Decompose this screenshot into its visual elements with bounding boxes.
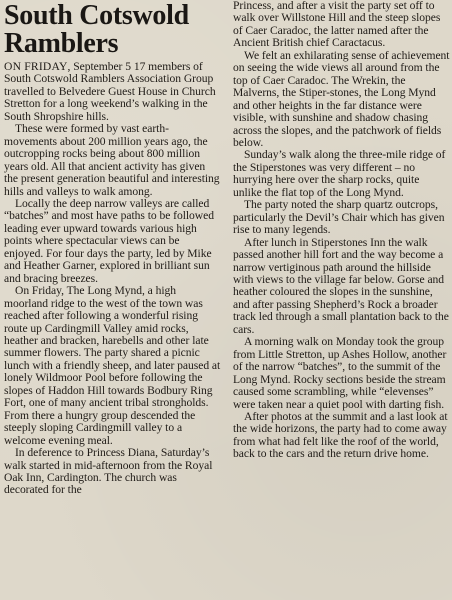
paragraph-intro-lead: ON FRIDAY xyxy=(4,60,68,73)
paragraph-saturday: In deference to Princess Diana, Saturday’s walk started in mid-afternoon from the Royal Oak Inn, Cardington. The church was decorated for the xyxy=(4,446,213,497)
headline-line-1: South Cotswold xyxy=(4,0,189,31)
paragraph-batches: Locally the deep narrow valleys are called “batches” and most have paths to be followed leading ever upward towards various high points where spectacular views can be enjoyed. For four days the party, led by Mike and Heather Garner, explored in brilliant sun and bracing breezes. xyxy=(4,196,214,285)
paragraph-intro xyxy=(4,61,221,123)
paragraph-geology: These were formed by vast earth-movements about 200 million years ago, the outcropping rocks being about 800 million years old. All that ancient activity has given the present generation beautiful and interesting hills and valleys to walk among. xyxy=(4,122,220,198)
paragraph-saturday-cont: Princess, and after a visit the party set off to walk over Willstone Hill and the steep slopes of Caer Caradoc, the latter named after the Ancient British chief Caractacus. xyxy=(233,0,441,50)
paragraph-intro-rest: , September 5 17 members of South Cotswold Ramblers Association Group travelled to Belvedere Guest House in Church Stretton for a long weekend’s walking in the South Shropshire hills. xyxy=(4,60,216,123)
paragraph-views: We felt an exhilarating sense of achievement on seeing the wide views all around from the top of Caer Caradoc. The Wrekin, the Malverns, the Stiper-stones, the Long Mynd and other heights in the far distance were visible, with sunshine and shadow chasing across the slopes, and the patchwork of fields below. xyxy=(233,48,450,149)
paragraph-lunch: After lunch in Stiperstones Inn the walk passed another hill fort and the way become a narrow vertiginous path around the hillside with views to the village far below. Gorse and heather coloured the slopes in the sunshine, and after passing Shepherd’s Rock a broader track led through a small plantation back to the cars. xyxy=(233,235,449,336)
paragraph-friday: On Friday, The Long Mynd, a high moorland ridge to the west of the town was reached after following a wonderful rising route up Cardingmill Valley amid rocks, heather and bracken, harebells and other late summer flowers. The party shared a picnic lunch with a friendly sheep, and later paused at lonely Wildmoor Pool before following the slopes of Haddon Hill towards Bodbury Ring Fort, one of many ancient tribal strongholds. From there a hungry group descended the steeply sloping Cardingmill valley to a welcome evening meal. xyxy=(4,284,221,447)
article-headline xyxy=(4,2,221,58)
headline-line-2: Ramblers xyxy=(4,28,119,59)
paragraph-quartz: The party noted the sharp quartz outcrops, particularly the Devil’s Chair which has given rise to many legends. xyxy=(233,198,445,237)
paragraph-monday: A morning walk on Monday took the group from Little Stretton, up Ashes Hollow, another of the narrow “batches”, to the summit of the Long Mynd. Rocky sections beside the stream caused some scrambling, while “elevenses” were taken near a quiet pool with darting fish. xyxy=(233,335,447,411)
newspaper-clipping xyxy=(4,0,450,600)
article-column-left xyxy=(4,0,221,600)
paragraph-summit: After photos at the summit and a last look at the wide horizons, the party had to come away from what had felt like the roof of the world, back to the cars and the return drive home. xyxy=(233,409,448,461)
article-column-right xyxy=(233,0,450,600)
paragraph-sunday: Sunday’s walk along the three-mile ridge of the Stiperstones was very different – no hurrying here over the sharp rocks, quite unlike the flat top of the Long Mynd. xyxy=(233,148,446,199)
